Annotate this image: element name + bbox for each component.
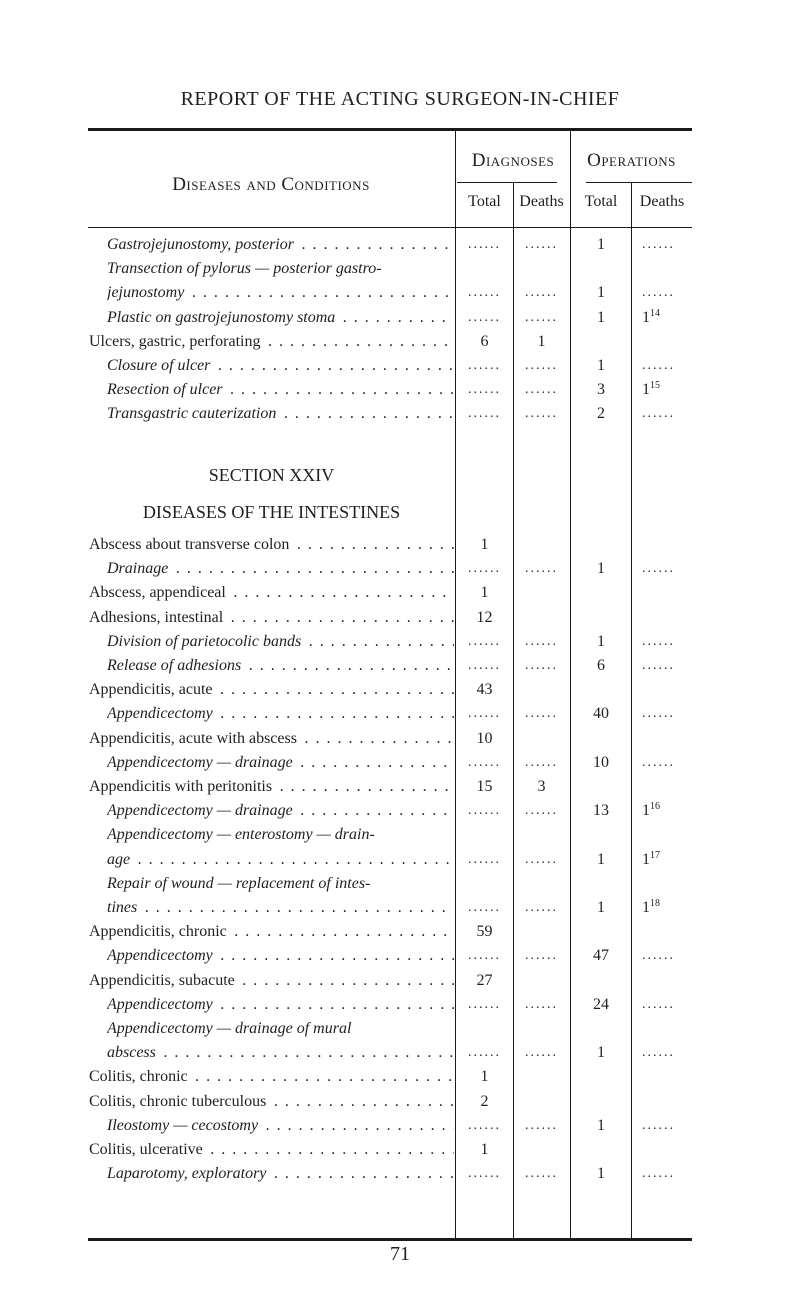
cell-value: 10 xyxy=(476,729,493,747)
cell-op-deaths: ...... xyxy=(642,754,675,770)
cell-value: 3 xyxy=(537,778,546,795)
cell-value: 1 xyxy=(597,850,605,868)
cell-dx-total: ...... xyxy=(468,1166,501,1182)
cell-dx-total xyxy=(456,330,513,354)
cell-value: 1 xyxy=(480,584,489,602)
row-label-text: Appendicitis, chronic xyxy=(89,923,227,941)
table-row xyxy=(0,775,800,799)
row-label-text: Gastrojejunostomy, posterior xyxy=(107,236,294,253)
cell-op-deaths: ...... xyxy=(642,358,675,373)
cell-op-deaths: ...... xyxy=(642,1045,675,1061)
cell-dx-deaths: ...... xyxy=(525,948,558,964)
cell-value: 1 xyxy=(642,899,650,916)
row-label-text: Division of parietocolic bands xyxy=(107,632,302,650)
cell-op-total xyxy=(571,993,631,1017)
cell-dx-total xyxy=(456,1138,513,1162)
cell-dx-deaths xyxy=(514,330,569,354)
cell-dx-deaths: ...... xyxy=(525,1166,558,1182)
row-label-text: Appendicectomy xyxy=(107,705,213,723)
cell-value: 1 xyxy=(642,308,650,326)
row-label-text: Appendicectomy xyxy=(107,995,213,1013)
cell-value: 1 xyxy=(480,536,489,553)
table-row xyxy=(0,606,800,630)
row-label-text: Transgastric cauterization xyxy=(107,405,277,423)
cell-dx-deaths: ...... xyxy=(525,1117,558,1133)
cell-op-deaths xyxy=(632,799,690,823)
cell-value: 12 xyxy=(476,608,493,626)
table-row xyxy=(0,799,800,823)
cell-op-total xyxy=(571,1162,631,1186)
header-dx-total: Total xyxy=(468,193,501,210)
cell-op-total xyxy=(571,1041,631,1065)
cell-dx-total xyxy=(456,775,513,799)
cell-op-total xyxy=(571,354,631,378)
footnote-ref: 14 xyxy=(650,307,660,319)
cell-dx-deaths: ...... xyxy=(525,561,558,577)
cell-op-deaths: ...... xyxy=(642,237,675,252)
row-label-text: tines xyxy=(107,899,138,916)
table-bottom-rule xyxy=(88,1238,692,1241)
row-label-text: Appendicitis, acute with abscess xyxy=(89,729,297,747)
cell-dx-total xyxy=(456,1090,513,1114)
cell-op-deaths xyxy=(632,378,690,402)
row-label xyxy=(107,1041,454,1065)
row-label-text: Ileostomy — cecostomy xyxy=(107,1116,259,1134)
cell-dx-total: ...... xyxy=(468,900,501,915)
cell-value: 6 xyxy=(597,657,605,674)
cell-op-total xyxy=(571,654,631,678)
cell-dx-deaths: ...... xyxy=(525,237,558,252)
cell-value: 6 xyxy=(480,332,489,350)
cell-value: 2 xyxy=(597,405,605,423)
cell-value: 1 xyxy=(642,802,650,820)
row-label xyxy=(89,678,454,702)
table-row xyxy=(0,823,800,847)
row-label xyxy=(107,233,454,257)
cell-dx-total xyxy=(456,678,513,702)
cell-op-total xyxy=(571,944,631,968)
cell-dx-total: ...... xyxy=(468,1045,501,1061)
cell-value: 1 xyxy=(597,236,605,253)
table-row xyxy=(0,533,800,557)
cell-dx-total xyxy=(456,1065,513,1089)
table-row xyxy=(0,233,800,257)
row-label xyxy=(107,654,454,678)
row-label xyxy=(89,606,454,630)
cell-value: 1 xyxy=(480,1068,489,1086)
cell-dx-total: ...... xyxy=(468,633,501,649)
table-row xyxy=(0,872,800,896)
row-label xyxy=(89,727,454,751)
row-label xyxy=(107,872,454,896)
table-row xyxy=(0,557,800,581)
row-label xyxy=(107,1017,454,1041)
row-label-text: age xyxy=(107,850,131,868)
cell-op-deaths: ...... xyxy=(642,706,675,722)
cell-dx-deaths xyxy=(514,775,569,799)
table-row xyxy=(0,1065,800,1089)
cell-dx-deaths: ...... xyxy=(525,658,558,673)
header-diagnoses: Diagnoses xyxy=(471,150,555,171)
cell-value: 3 xyxy=(597,381,605,399)
cell-dx-deaths: ...... xyxy=(525,382,558,398)
cell-value: 1 xyxy=(597,632,605,650)
table-row xyxy=(0,678,800,702)
row-label-text: Resection of ulcer xyxy=(107,381,223,399)
row-label xyxy=(107,799,454,823)
cell-op-deaths: ...... xyxy=(642,948,675,964)
table-row xyxy=(0,848,800,872)
row-label xyxy=(107,378,454,402)
operations-underline xyxy=(586,182,692,183)
row-label xyxy=(89,1090,454,1114)
cell-value: 1 xyxy=(537,332,546,350)
row-label xyxy=(107,896,454,920)
row-label xyxy=(89,1065,454,1089)
cell-value: 1 xyxy=(597,899,605,916)
row-label xyxy=(107,402,454,426)
row-label-text: Adhesions, intestinal xyxy=(89,608,224,626)
table-row xyxy=(0,920,800,944)
table-row xyxy=(0,1090,800,1114)
table-row xyxy=(0,1162,800,1186)
row-label xyxy=(107,257,454,281)
row-label-text: Abscess about transverse colon xyxy=(89,536,290,553)
cell-value: 1 xyxy=(597,308,605,326)
row-label-text: Laparotomy, exploratory xyxy=(107,1165,267,1183)
row-label-text: abscess xyxy=(107,1044,156,1062)
row-label xyxy=(89,533,454,557)
cell-op-total xyxy=(571,281,631,305)
cell-dx-deaths: ...... xyxy=(525,754,558,770)
row-label xyxy=(107,630,454,654)
cell-value: 1 xyxy=(480,1141,489,1158)
row-label-text: Colitis, chronic xyxy=(89,1068,188,1086)
row-label-text: Repair of wound — replacement of intes- xyxy=(107,874,371,892)
cell-dx-total: ...... xyxy=(468,285,501,301)
cell-value: 43 xyxy=(476,681,493,699)
row-label-text: Closure of ulcer xyxy=(107,357,211,374)
cell-dx-total: ...... xyxy=(468,309,501,325)
table-row xyxy=(0,1114,800,1138)
table-row xyxy=(0,727,800,751)
table-row xyxy=(0,581,800,605)
cell-dx-deaths: ...... xyxy=(525,803,558,819)
table-row xyxy=(0,257,800,281)
row-label-text: Appendicectomy — drainage of mural xyxy=(107,1020,352,1037)
table-row xyxy=(0,402,800,426)
row-label xyxy=(107,354,454,378)
header-diseases: Diseases and Conditions xyxy=(172,174,370,195)
cell-value: 1 xyxy=(642,850,650,868)
cell-dx-deaths: ...... xyxy=(525,406,558,422)
header-operations: Operations xyxy=(587,150,676,171)
row-label-text: Appendicitis, subacute xyxy=(89,971,235,989)
cell-dx-total xyxy=(456,727,513,751)
cell-op-deaths: ...... xyxy=(642,406,675,422)
cell-dx-deaths: ...... xyxy=(525,851,558,867)
cell-value: 10 xyxy=(593,753,609,771)
row-label xyxy=(107,281,454,305)
header-op-deaths: Deaths xyxy=(639,193,685,210)
cell-op-total xyxy=(571,751,631,775)
header-dx-deaths: Deaths xyxy=(519,193,564,210)
cell-dx-total: ...... xyxy=(468,561,501,577)
row-label-text: Appendicectomy — drainage xyxy=(107,753,293,771)
cell-op-deaths: ...... xyxy=(642,658,675,673)
cell-value: 1 xyxy=(597,1044,605,1062)
row-label xyxy=(89,581,454,605)
cell-dx-total: ...... xyxy=(468,1117,501,1133)
cell-dx-deaths: ...... xyxy=(525,309,558,325)
cell-dx-deaths: ...... xyxy=(525,285,558,301)
cell-dx-total xyxy=(456,969,513,993)
cell-op-deaths: ...... xyxy=(642,1117,675,1133)
cell-dx-deaths: ...... xyxy=(525,706,558,722)
table-row xyxy=(0,306,800,330)
table-row xyxy=(0,354,800,378)
table-row xyxy=(0,1138,800,1162)
header-op-total: Total xyxy=(584,193,618,210)
row-label xyxy=(107,557,454,581)
cell-value: 27 xyxy=(476,971,493,989)
cell-op-total xyxy=(571,233,631,257)
page-title: REPORT OF THE ACTING SURGEON-IN-CHIEF xyxy=(180,88,620,110)
cell-value: 1 xyxy=(642,381,650,399)
cell-dx-total xyxy=(456,606,513,630)
table-row xyxy=(0,654,800,678)
row-label xyxy=(107,944,454,968)
cell-value: 1 xyxy=(597,1116,605,1134)
row-label xyxy=(107,848,454,872)
cell-value: 59 xyxy=(476,923,493,941)
cell-dx-total xyxy=(456,920,513,944)
table-row xyxy=(0,378,800,402)
table-row xyxy=(0,330,800,354)
cell-op-deaths: ...... xyxy=(642,996,675,1012)
cell-op-total xyxy=(571,557,631,581)
cell-value: 1 xyxy=(597,357,605,374)
row-label-text: Colitis, chronic tuberculous xyxy=(89,1092,267,1110)
footnote-ref: 15 xyxy=(650,380,660,392)
cell-value: 2 xyxy=(480,1092,489,1110)
table-row xyxy=(0,281,800,305)
cell-dx-total: ...... xyxy=(468,851,501,867)
cell-op-total xyxy=(571,799,631,823)
cell-op-deaths xyxy=(632,306,690,330)
cell-op-total xyxy=(571,402,631,426)
row-label-text: Appendicectomy xyxy=(107,947,213,965)
row-label-text: Ulcers, gastric, perforating xyxy=(89,332,261,350)
footnote-ref: 18 xyxy=(650,898,660,909)
diagnoses-underline xyxy=(457,182,557,183)
table-top-rule xyxy=(88,128,692,131)
cell-op-total xyxy=(571,306,631,330)
row-label-text: Colitis, ulcerative xyxy=(89,1141,203,1158)
row-label-text: Drainage xyxy=(107,560,169,578)
footnote-ref: 16 xyxy=(650,801,660,813)
section-title: DISEASES OF THE INTESTINES xyxy=(142,502,401,522)
table-row xyxy=(0,969,800,993)
cell-op-deaths: ...... xyxy=(642,285,675,301)
footnote-ref: 17 xyxy=(650,849,660,861)
row-label-text: Release of adhesions xyxy=(107,657,242,674)
cell-dx-total: ...... xyxy=(468,358,501,373)
row-label-text: jejunostomy xyxy=(107,284,185,302)
row-label xyxy=(107,751,454,775)
cell-value: 1 xyxy=(597,1165,605,1183)
row-label xyxy=(107,823,454,847)
cell-value: 13 xyxy=(593,802,609,820)
table-row xyxy=(0,993,800,1017)
row-label xyxy=(107,1162,454,1186)
cell-dx-total: ...... xyxy=(468,948,501,964)
cell-dx-total xyxy=(456,533,513,557)
cell-dx-total xyxy=(456,581,513,605)
row-label xyxy=(107,306,454,330)
cell-dx-total: ...... xyxy=(468,996,501,1012)
row-label-text: Plastic on gastrojejunostomy stoma xyxy=(107,308,336,326)
table-row xyxy=(0,630,800,654)
cell-op-total xyxy=(571,896,631,920)
cell-op-total xyxy=(571,848,631,872)
cell-op-total xyxy=(571,702,631,726)
row-label xyxy=(89,330,454,354)
cell-dx-total: ...... xyxy=(468,803,501,819)
row-label-text: Abscess, appendiceal xyxy=(89,584,226,602)
cell-dx-total: ...... xyxy=(468,754,501,770)
table-row xyxy=(0,896,800,920)
row-label-text: Appendicitis with peritonitis xyxy=(89,778,273,795)
cell-op-deaths: ...... xyxy=(642,633,675,649)
cell-value: 1 xyxy=(597,284,605,302)
cell-dx-deaths: ...... xyxy=(525,633,558,649)
section-number: SECTION XXIV xyxy=(208,465,335,485)
row-label-text: Appendicectomy — drainage xyxy=(107,802,293,820)
cell-op-total xyxy=(571,1114,631,1138)
cell-value: 47 xyxy=(593,947,609,965)
cell-op-total xyxy=(571,378,631,402)
table-row xyxy=(0,702,800,726)
cell-dx-total: ...... xyxy=(468,406,501,422)
cell-dx-deaths: ...... xyxy=(525,996,558,1012)
row-label xyxy=(107,702,454,726)
row-label-text: Transection of pylorus — posterior gastro- xyxy=(107,260,382,278)
row-label-text: Appendicitis, acute xyxy=(89,681,213,699)
row-label xyxy=(89,775,454,799)
cell-op-deaths: ...... xyxy=(642,1166,675,1182)
row-label-text: Appendicectomy — enterostomy — drain- xyxy=(107,826,375,844)
row-label xyxy=(89,920,454,944)
cell-value: 15 xyxy=(476,778,493,795)
table-row xyxy=(0,751,800,775)
cell-value: 40 xyxy=(593,705,609,723)
cell-op-deaths xyxy=(632,896,690,920)
table-row xyxy=(0,1041,800,1065)
cell-dx-deaths: ...... xyxy=(525,358,558,373)
cell-dx-total: ...... xyxy=(468,658,501,673)
row-label xyxy=(89,969,454,993)
cell-value: 1 xyxy=(597,560,605,578)
table-row xyxy=(0,944,800,968)
cell-dx-total: ...... xyxy=(468,237,501,252)
cell-dx-deaths: ...... xyxy=(525,1045,558,1061)
table-row xyxy=(0,1017,800,1041)
cell-dx-deaths: ...... xyxy=(525,900,558,915)
row-label xyxy=(89,1138,454,1162)
row-label xyxy=(107,1114,454,1138)
row-label xyxy=(107,993,454,1017)
cell-op-deaths xyxy=(632,848,690,872)
page-number: 71 xyxy=(390,1243,410,1265)
cell-op-deaths: ...... xyxy=(642,561,675,577)
cell-dx-total: ...... xyxy=(468,706,501,722)
cell-op-total xyxy=(571,630,631,654)
cell-value: 24 xyxy=(593,995,609,1013)
header-bottom-rule xyxy=(88,227,692,228)
cell-dx-total: ...... xyxy=(468,382,501,398)
